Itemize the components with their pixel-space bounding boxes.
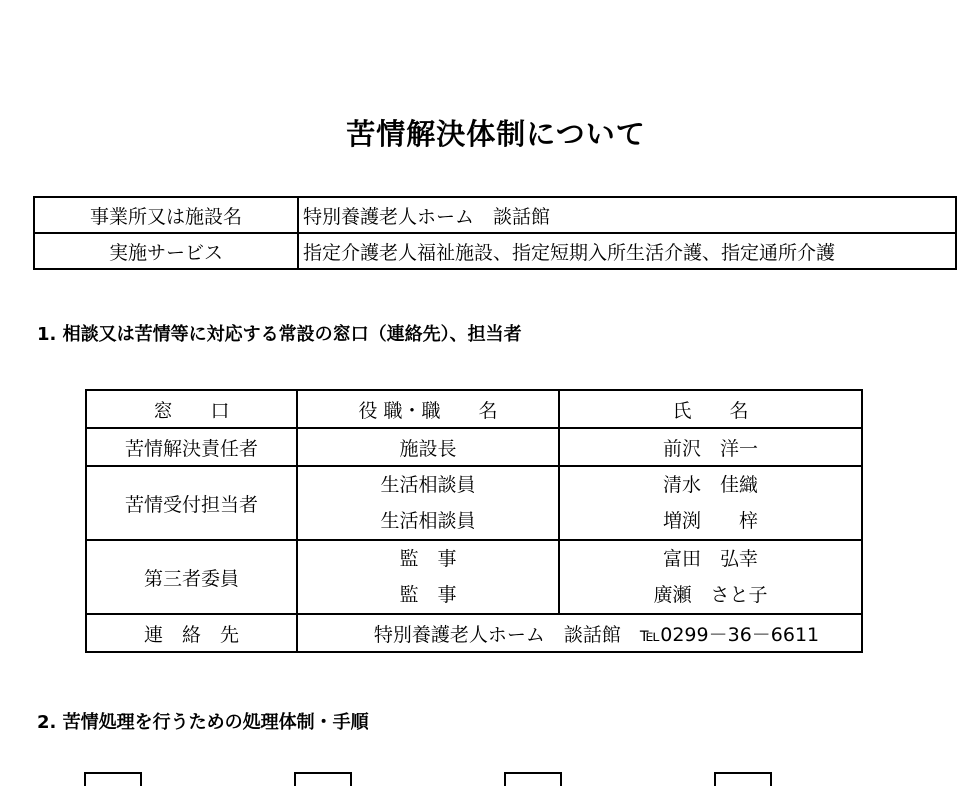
third-party-positions [297, 540, 559, 614]
responsible-name: 前沢 洋一 [559, 428, 862, 466]
reception-name-2: 増渕 梓 [662, 510, 758, 532]
section2-heading: 2. 苦情処理を行うための処理体制・手順 [37, 712, 369, 733]
flow-box [504, 772, 562, 786]
header-name: 氏 名 [559, 390, 862, 428]
facility-name-label: 事業所又は施設名 [34, 197, 298, 233]
third-party-position-1: 監 事 [399, 548, 457, 570]
third-party-name-1: 富田 弘幸 [662, 548, 758, 570]
service-label: 実施サービス [34, 233, 298, 269]
reception-name-1: 清水 佳織 [662, 474, 758, 496]
table-row [34, 197, 956, 233]
section1-heading: 1. 相談又は苦情等に対応する常設の窓口（連絡先）、担当者 [37, 324, 522, 345]
table-row [86, 614, 862, 652]
table-row [86, 540, 862, 614]
responsible-role: 苦情解決責任者 [86, 428, 297, 466]
flow-box [714, 772, 772, 786]
third-party-names [559, 540, 862, 614]
reception-positions [297, 466, 559, 540]
contact-table [85, 389, 863, 653]
flow-box [294, 772, 352, 786]
reception-position-1: 生活相談員 [380, 474, 476, 496]
table-header-row [86, 390, 862, 428]
service-value: 指定介護老人福祉施設、指定短期入所生活介護、指定通所介護 [298, 233, 956, 269]
facility-name-value: 特別養護老人ホーム 談話館 [298, 197, 956, 233]
reception-names [559, 466, 862, 540]
table-row [86, 466, 862, 540]
reception-position-2: 生活相談員 [380, 510, 476, 532]
header-window: 窓 口 [86, 390, 297, 428]
responsible-position: 施設長 [297, 428, 559, 466]
header-position: 役 職・職 名 [297, 390, 559, 428]
contact-label: 連 絡 先 [86, 614, 297, 652]
third-party-position-2: 監 事 [399, 584, 457, 606]
page-title: 苦情解決体制について [346, 117, 646, 151]
third-party-role: 第三者委員 [86, 540, 297, 614]
facility-table [33, 196, 957, 270]
table-row [86, 428, 862, 466]
reception-role: 苦情受付担当者 [86, 466, 297, 540]
table-row [34, 233, 956, 269]
third-party-name-2: 廣瀬 さと子 [653, 584, 768, 606]
contact-value: 特別養護老人ホーム 談話館 ℡0299－36－6611 [297, 614, 862, 652]
flow-box [84, 772, 142, 786]
